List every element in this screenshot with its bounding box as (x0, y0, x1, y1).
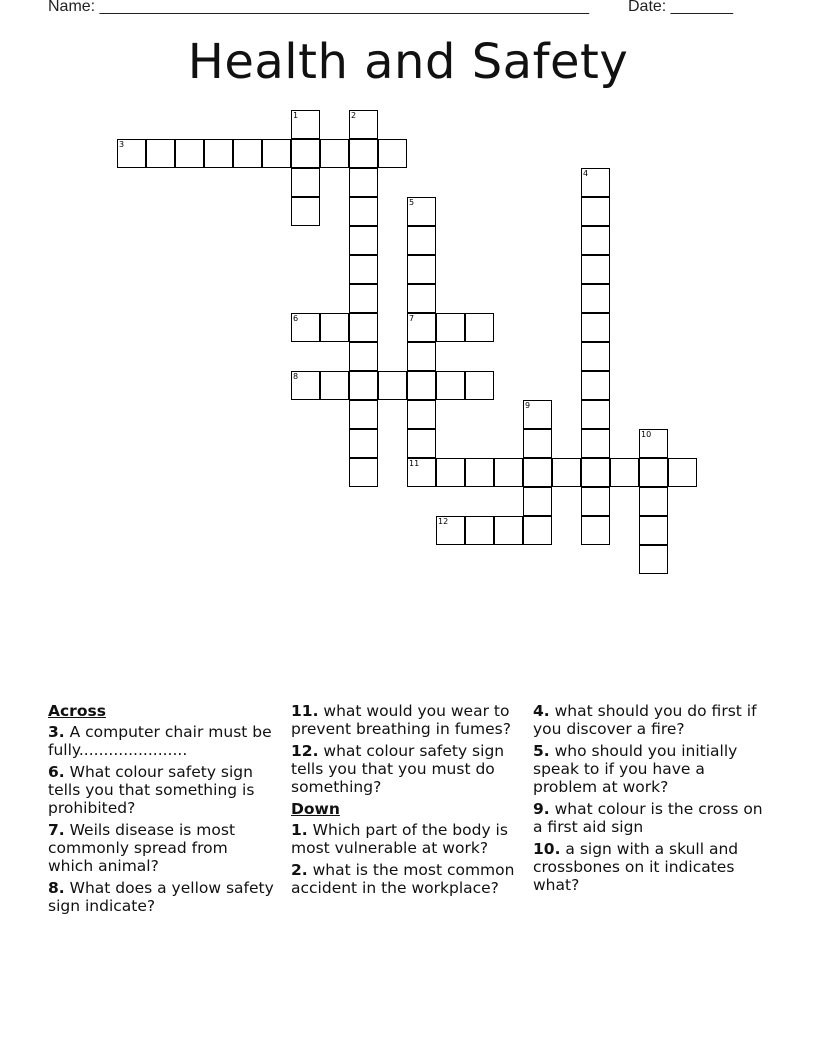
grid-cell[interactable] (465, 458, 494, 487)
grid-cell[interactable] (639, 487, 668, 516)
clue-number-5: 5 (409, 198, 415, 207)
grid-cell[interactable] (349, 342, 378, 371)
grid-cell[interactable] (204, 139, 233, 168)
grid-cell[interactable] (639, 516, 668, 545)
grid-cell[interactable] (436, 371, 465, 400)
grid-cell[interactable] (407, 429, 436, 458)
grid-cell[interactable] (291, 139, 320, 168)
grid-cell[interactable] (407, 400, 436, 429)
grid-cell[interactable] (581, 226, 610, 255)
grid-cell[interactable] (349, 429, 378, 458)
grid-cell[interactable] (291, 168, 320, 197)
page-title: Health and Safety (187, 34, 629, 90)
grid-cell[interactable] (291, 197, 320, 226)
grid-cell[interactable] (581, 458, 610, 487)
grid-cell[interactable] (349, 313, 378, 342)
clue-across-6: 6. What colour safety sign tells you that something is prohibited? (48, 763, 255, 817)
grid-cell[interactable] (523, 487, 552, 516)
clue-across-11: 11. what would you wear to prevent breathing in fumes? (291, 702, 511, 738)
grid-cell[interactable] (378, 139, 407, 168)
clue-number-7: 7 (409, 314, 415, 323)
clue-number-11: 11 (409, 459, 420, 468)
grid-cell[interactable] (349, 284, 378, 313)
grid-cell[interactable] (436, 313, 465, 342)
grid-cell[interactable] (349, 371, 378, 400)
clue-number-4: 4 (583, 169, 589, 178)
clue-number-10: 10 (641, 430, 652, 439)
grid-cell[interactable] (407, 342, 436, 371)
clue-number-12: 12 (438, 517, 449, 526)
clue-number-3: 3 (119, 140, 125, 149)
date-field[interactable]: Date: _______ (628, 0, 733, 15)
clue-number-6: 6 (293, 314, 299, 323)
grid-cell[interactable] (523, 516, 552, 545)
grid-cell[interactable] (494, 516, 523, 545)
grid-cell[interactable] (349, 197, 378, 226)
grid-cell[interactable] (581, 197, 610, 226)
clue-number-8: 8 (293, 372, 299, 381)
grid-cell[interactable] (668, 458, 697, 487)
grid-cell[interactable] (581, 313, 610, 342)
clue-across-8: 8. What does a yellow safety sign indicate? (48, 879, 274, 915)
grid-cell[interactable] (175, 139, 204, 168)
clue-down-5: 5. who should you initially speak to if you have a problem at work? (533, 742, 738, 796)
grid-cell[interactable] (407, 371, 436, 400)
clue-number-9: 9 (525, 401, 531, 410)
grid-cell[interactable] (407, 255, 436, 284)
name-field[interactable]: Name: _______________________________________________________ (48, 0, 589, 15)
grid-cell[interactable] (320, 139, 349, 168)
clues-column-1 (48, 702, 276, 919)
grid-cell[interactable] (233, 139, 262, 168)
clue-down-4: 4. what should you do first if you discover a fire? (533, 702, 757, 738)
grid-cell[interactable] (581, 342, 610, 371)
grid-cell[interactable] (639, 545, 668, 574)
grid-cell[interactable] (349, 226, 378, 255)
grid-cell[interactable] (581, 429, 610, 458)
clue-across-7: 7. Weils disease is most commonly spread from which animal? (48, 821, 236, 875)
grid-cell[interactable] (465, 313, 494, 342)
clues-column-2 (291, 702, 527, 901)
grid-cell[interactable] (581, 371, 610, 400)
grid-cell[interactable] (581, 487, 610, 516)
grid-cell[interactable] (407, 226, 436, 255)
clue-down-2: 2. what is the most common accident in the workplace? (291, 861, 515, 897)
grid-cell[interactable] (320, 371, 349, 400)
clue-across-3: 3. A computer chair must be fully...................... (48, 723, 272, 759)
clue-number-1: 1 (293, 111, 299, 120)
grid-cell[interactable] (378, 371, 407, 400)
grid-cell[interactable] (581, 516, 610, 545)
grid-cell[interactable] (552, 458, 581, 487)
grid-cell[interactable] (436, 458, 465, 487)
grid-cell[interactable] (494, 458, 523, 487)
grid-cell[interactable] (349, 400, 378, 429)
grid-cell[interactable] (262, 139, 291, 168)
grid-cell[interactable] (581, 400, 610, 429)
grid-cell[interactable] (523, 458, 552, 487)
clue-number-2: 2 (351, 111, 357, 120)
clues-column-3 (533, 702, 769, 898)
grid-cell[interactable] (465, 371, 494, 400)
grid-cell[interactable] (465, 516, 494, 545)
grid-cell[interactable] (407, 284, 436, 313)
grid-cell[interactable] (320, 313, 349, 342)
grid-cell[interactable] (581, 255, 610, 284)
grid-cell[interactable] (349, 168, 378, 197)
down-heading: Down (291, 800, 340, 818)
clue-down-1: 1. Which part of the body is most vulnerable at work? (291, 821, 508, 857)
grid-cell[interactable] (639, 458, 668, 487)
grid-cell[interactable] (349, 458, 378, 487)
grid-cell[interactable] (146, 139, 175, 168)
grid-cell[interactable] (349, 139, 378, 168)
clue-down-9: 9. what colour is the cross on a first aid sign (533, 800, 763, 836)
grid-cell[interactable] (349, 255, 378, 284)
clue-down-10: 10. a sign with a skull and crossbones on it indicates what? (533, 840, 739, 894)
across-heading: Across (48, 702, 106, 720)
grid-cell[interactable] (610, 458, 639, 487)
grid-cell[interactable] (581, 284, 610, 313)
clue-across-12: 12. what colour safety sign tells you that you must do something? (291, 742, 505, 796)
grid-cell[interactable] (523, 429, 552, 458)
